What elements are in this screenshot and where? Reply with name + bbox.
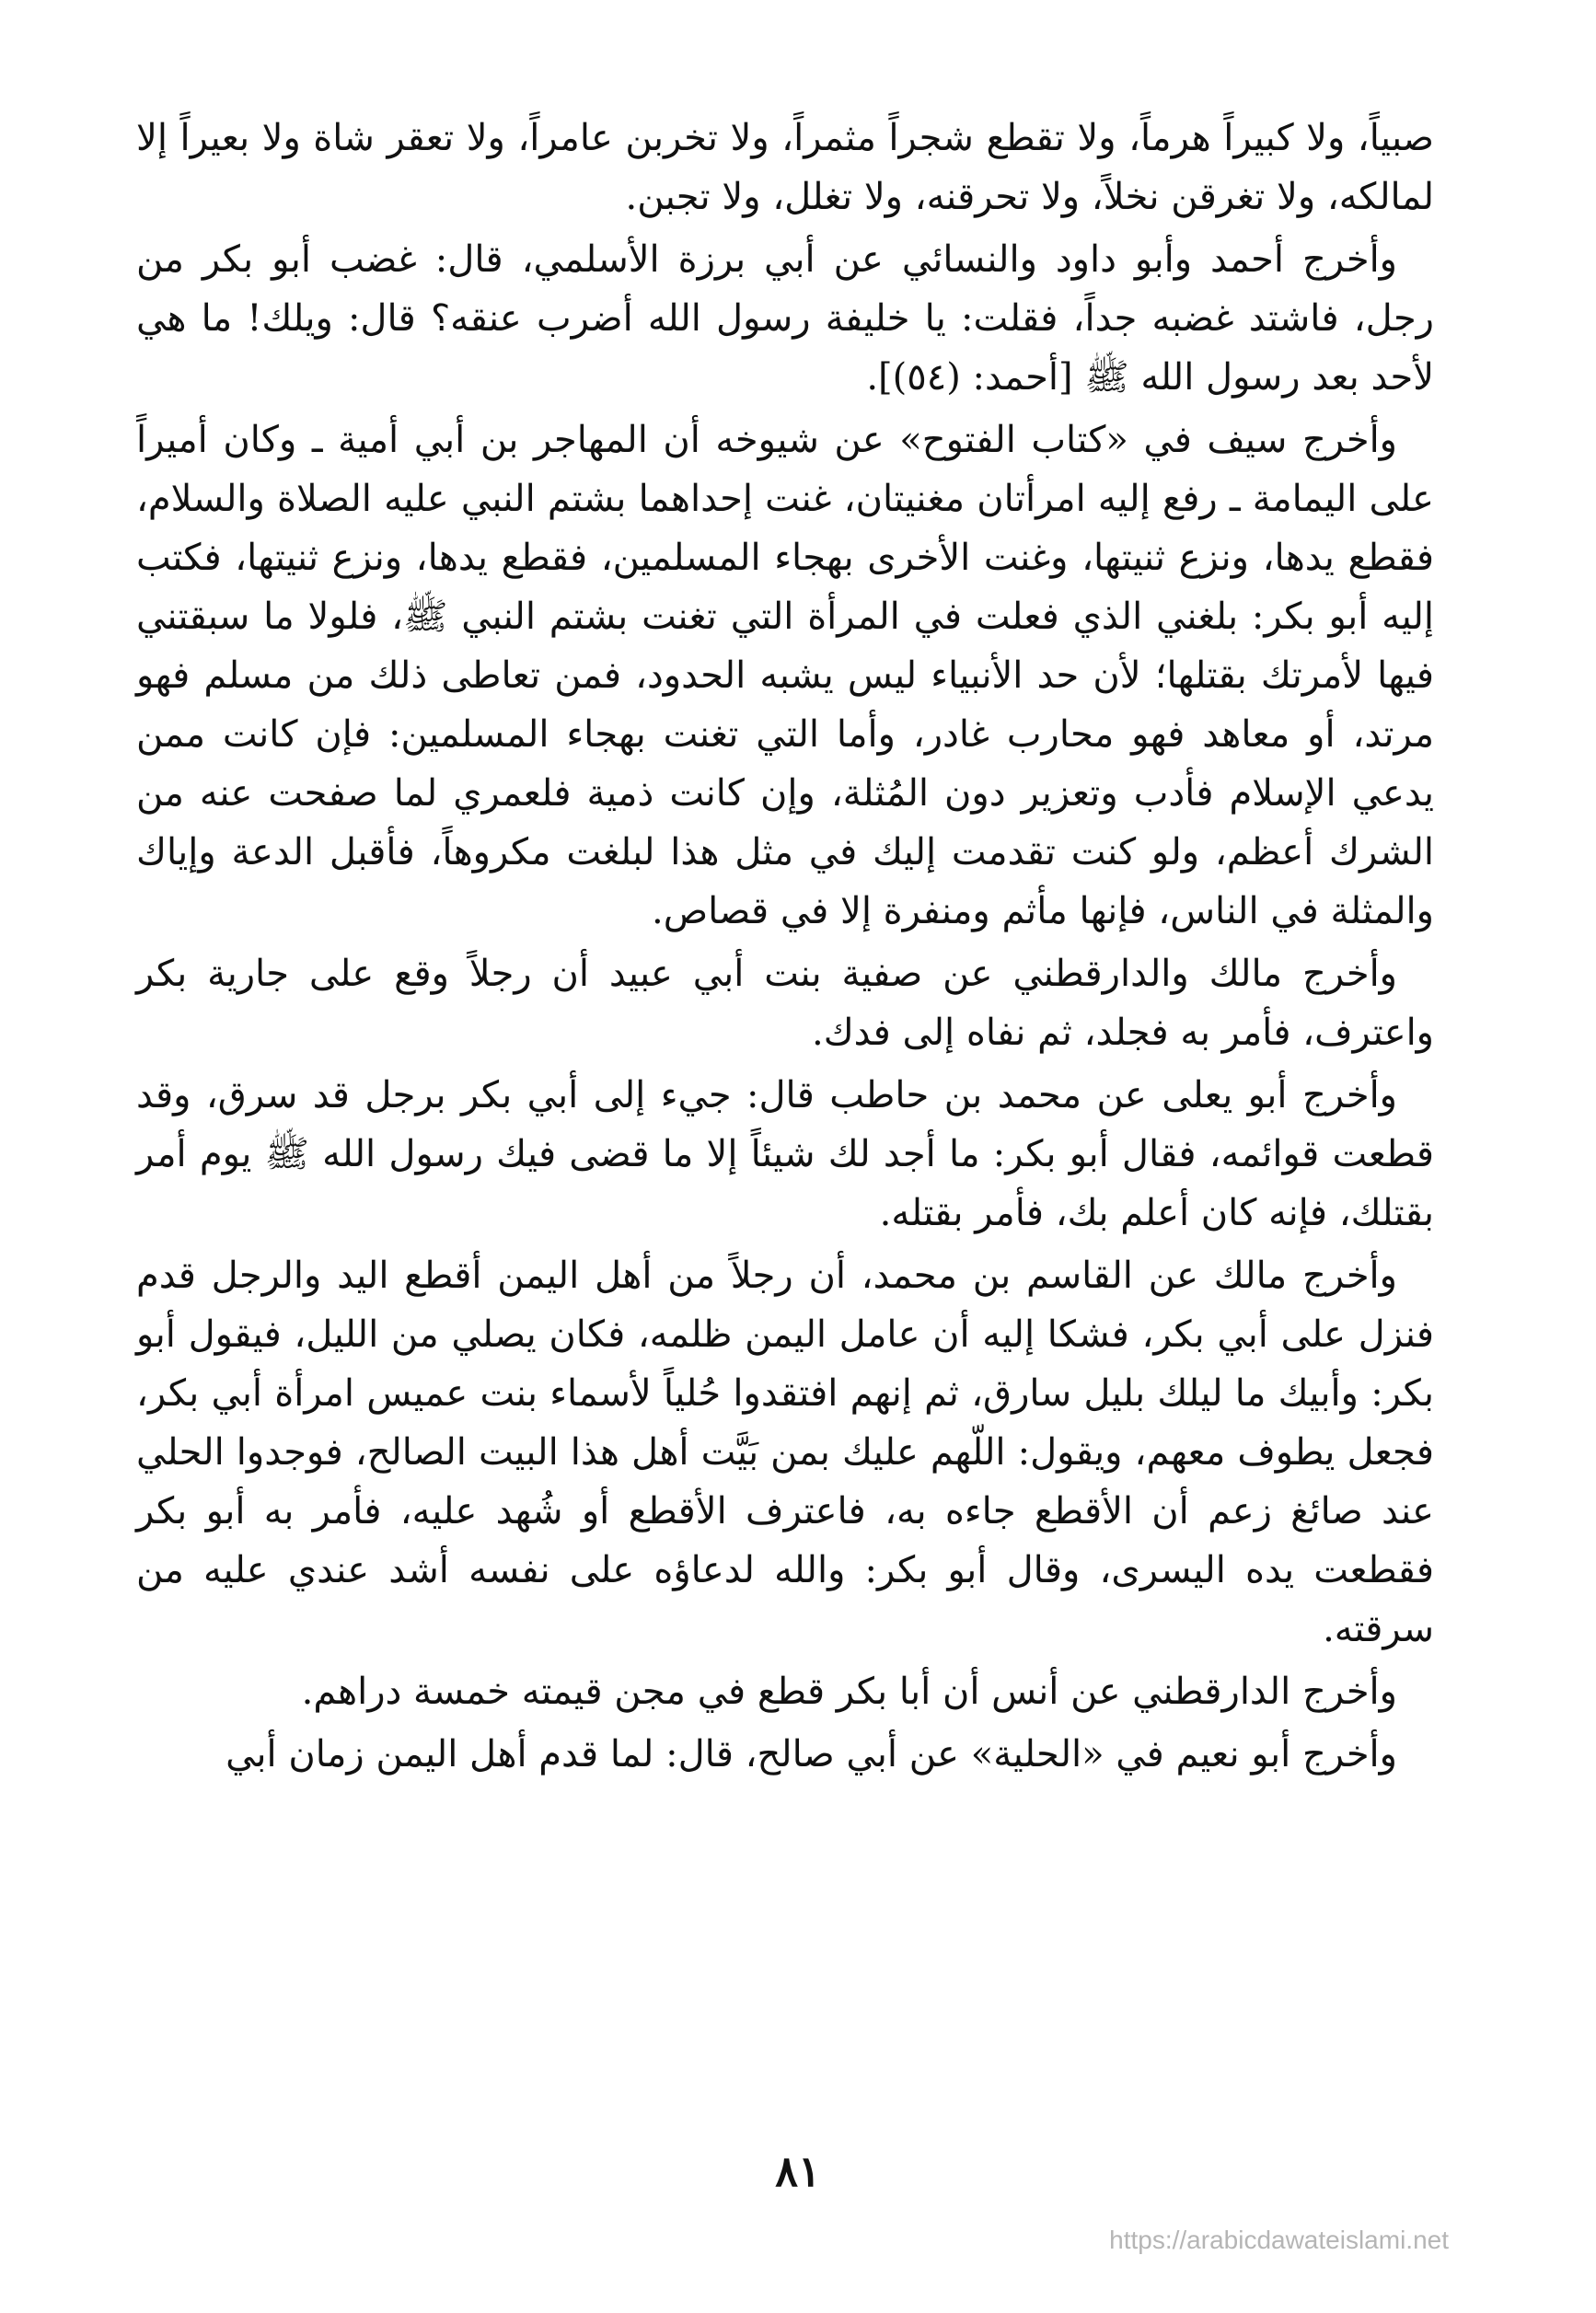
paragraph-1: صبياً، ولا كبيراً هرماً، ولا تقطع شجراً مثمراً، ولا تخربن عامراً، ولا تعقر شاة ولا بعيراً إلا لمالكه، ولا تغرقن نخلاً، ولا تحرقنه، ولا تغلل، ولا تجبن. (136, 117, 1434, 218)
page-number: ٨١ (775, 2146, 821, 2196)
paragraph-7: وأخرج الدارقطني عن أنس أن أبا بكر قطع في مجن قيمته خمسة دراهم. (301, 1671, 1397, 1713)
paragraph-8: وأخرج أبو نعيم في «الحلية» عن أبي صالح، قال: لما قدم أهل اليمن زمان أبي (226, 1733, 1397, 1775)
paragraph-5: وأخرج أبو يعلى عن محمد بن حاطب قال: جيء إلى أبي بكر برجل قد سرق، وقد قطعت قوائمه، فقال أبو بكر: ما أجد لك شيئاً إلا ما قضى فيك رسول الله ﷺ يوم أمر بقتلك، فإنه كان أعلم بك، فأمر بقتله. (136, 1074, 1434, 1234)
paragraph-3: وأخرج سيف في «كتاب الفتوح» عن شيوخه أن المهاجر بن أبي أمية ـ وكان أميراً على اليمامة ـ رفع إليه امرأتان مغنيتان، غنت إحداهما بشتم النبي عليه الصلاة والسلام، فقطع يدها، ونزع ثنيتها، وغنت الأخرى بهجاء المسلمين، فقطع يدها، ونزع ثنيتها، فكتب إليه أبو بكر: بلغني الذي فعلت في المرأة التي تغنت بشتم النبي ﷺ، فلولا ما سبقتني فيها لأمرتك بقتلها؛ لأن حد الأنبياء ليس يشبه الحدود، فمن تعاطى ذلك من مسلم فهو مرتد، أو معاهد فهو محارب غادر، وأما التي تغنت بهجاء المسلمين: فإن كانت ممن يدعي الإسلام فأدب وتعزير دون المُثلة، وإن كانت ذمية فلعمري لما صفحت عنه من الشرك أعظم، ولو كنت تقدمت إليك في مثل هذا لبلغت مكروهاً، فأقبل الدعة وإياك والمثلة في الناس، فإنها مأثم ومنفرة إلا في قصاص. (136, 419, 1435, 932)
paragraph-4: وأخرج مالك والدارقطني عن صفية بنت أبي عبيد أن رجلاً وقع على جارية بكر واعترف، فأمر به فجلد، ثم نفاه إلى فدك. (136, 953, 1434, 1054)
main-text (136, 109, 1434, 1787)
watermark-url: https://arabicdawateislami.net (1109, 2226, 1449, 2254)
paragraph-6: وأخرج مالك عن القاسم بن محمد، أن رجلاً من أهل اليمن أقطع اليد والرجل قدم فنزل على أبي بكر، فشكا إليه أن عامل اليمن ظلمه، فكان يصلي من الليل، فيقول أبو بكر: وأبيك ما ليلك بليل سارق، ثم إنهم افتقدوا حُلياً لأسماء بنت عميس امرأة أبي بكر، فجعل يطوف معهم، ويقول: اللّهم عليك بمن بَيَّت أهل هذا البيت الصالح، فوجدوا الحلي عند صائغ زعم أن الأقطع جاءه به، فاعترف الأقطع أو شُهد عليه، فأمر به أبو بكر فقطعت يده اليسرى، وقال أبو بكر: والله لدعاؤه على نفسه أشد عندي عليه من سرقته. (136, 1255, 1435, 1650)
paragraph-2: وأخرج أحمد وأبو داود والنسائي عن أبي برزة الأسلمي، قال: غضب أبو بكر من رجل، فاشتد غضبه جداً، فقلت: يا خليفة رسول الله أضرب عنقه؟ قال: ويلك! ما هي لأحد بعد رسول الله ﷺ [أحمد: (٥٤)]. (136, 238, 1434, 399)
